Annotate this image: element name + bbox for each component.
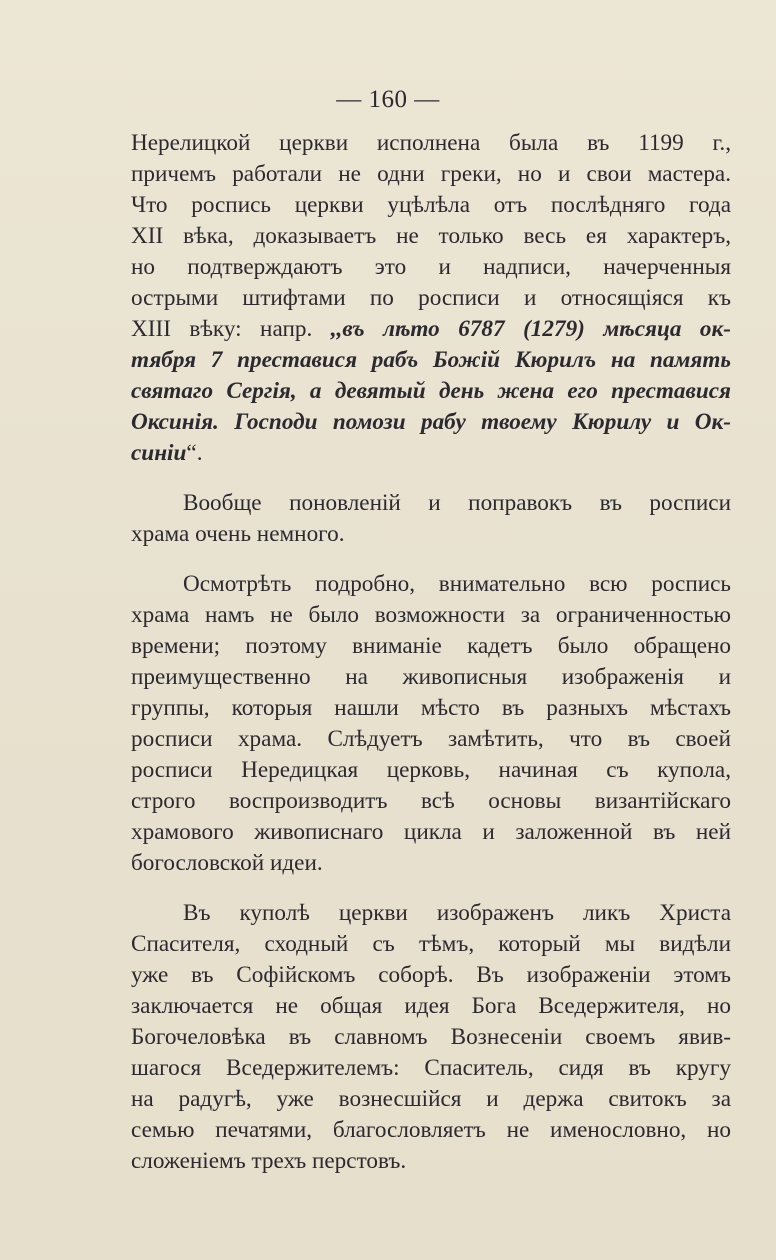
paragraph [131,569,731,879]
paragraph-gap [131,550,731,569]
text-segment: преимущественно на живописныя изображенія и [131,664,731,690]
text-segment: Осмотрѣть подробно, внимательно всю роспись [183,571,731,597]
text-line [131,221,731,252]
text-segment: “. [186,440,203,466]
text-line [131,1115,731,1146]
text-line [131,1053,731,1084]
page-number: — 160 — [336,86,440,113]
text-line [131,128,731,159]
text-segment: Нерелицкой церкви исполнена была въ 1199 г., [131,130,731,156]
body-text [131,128,731,1177]
text-segment: времени; поэтому вниманіе кадетъ было обращено [131,633,731,659]
text-segment: Въ куполѣ церкви изображенъ ликъ Христа [183,900,731,926]
text-line [131,190,731,221]
paragraph [131,488,731,550]
text-segment: на радугѣ, уже вознесшійся и держа свитокъ за [131,1086,731,1112]
text-line [131,519,731,550]
text-line [131,345,731,376]
text-line [131,929,731,960]
text-segment: росписи Нередицкая церковь, начиная съ купола, [131,757,731,783]
paragraph-gap [131,879,731,898]
text-line [131,438,731,469]
italic-inscription: синіи [131,440,187,466]
text-segment: Богочеловѣка въ славномъ Вознесеніи своемъ явив- [131,1024,731,1050]
text-segment: острыми штифтами по росписи и относящіяся къ [131,285,731,311]
italic-inscription: святаго Сергія, а девятый день жена его преставися [131,378,731,404]
text-line [131,848,731,879]
italic-inscription: Оксинія. Господи помози рабу твоему Кюрилу и Ок- [131,409,731,435]
text-segment: храма намъ не было возможности за ограниченностью [131,602,731,628]
text-segment: богословской идеи. [131,850,323,876]
text-line [131,693,731,724]
text-segment: шагося Вседержителемъ: Спаситель, сидя въ кругу [131,1055,731,1081]
text-line [131,631,731,662]
text-segment: уже въ Софійскомъ соборѣ. Въ изображеніи этомъ [131,962,731,988]
text-line [131,376,731,407]
text-line [131,314,731,345]
paragraph [131,128,731,469]
text-line [131,159,731,190]
text-segment: Спасителя, сходный съ тѣмъ, который мы видѣли [131,931,731,957]
text-segment: храма очень немного. [131,521,345,547]
text-line [131,724,731,755]
text-line [131,1022,731,1053]
text-line [131,488,731,519]
text-line [131,786,731,817]
text-segment: заключается не общая идея Бога Вседержителя, но [131,993,731,1019]
text-segment: причемъ работали не одни греки, но и свои мастера. [131,161,731,187]
italic-inscription: ,,въ лѣто 6787 (1279) мѣсяца ок- [330,316,731,342]
text-segment: храмового живописнаго цикла и заложенной въ ней [131,819,731,845]
text-line [131,569,731,600]
text-segment: группы, которыя нашли мѣсто въ разныхъ мѣстахъ [131,695,731,721]
text-line [131,755,731,786]
text-line [131,1146,731,1177]
text-line [131,817,731,848]
text-line [131,1084,731,1115]
italic-inscription: тября 7 преставися рабъ Божій Кюрилъ на память [131,347,731,373]
text-segment: XII вѣка, доказываетъ не только весь ея характеръ, [131,223,731,249]
text-line [131,407,731,438]
text-segment: строго воспроизводитъ всѣ основы византійскаго [131,788,731,814]
paragraph [131,898,731,1177]
text-segment: Что роспись церкви уцѣлѣла отъ послѣдняго года [131,192,731,218]
paragraph-gap [131,469,731,488]
text-line [131,960,731,991]
text-line [131,600,731,631]
text-segment: но подтверждаютъ это и надписи, начерченныя [131,254,731,280]
text-line [131,898,731,929]
text-segment: семью печатями, благословляетъ не именословно, но [131,1117,731,1143]
text-line [131,283,731,314]
text-line [131,991,731,1022]
text-line [131,662,731,693]
text-segment: Вообще поновленій и поправокъ въ росписи [183,490,731,516]
text-line [131,252,731,283]
text-segment: росписи храма. Слѣдуетъ замѣтить, что въ своей [131,726,731,752]
text-segment: сложеніемъ трехъ перстовъ. [131,1148,407,1174]
text-segment: XIII вѣку: напр. [131,316,331,342]
